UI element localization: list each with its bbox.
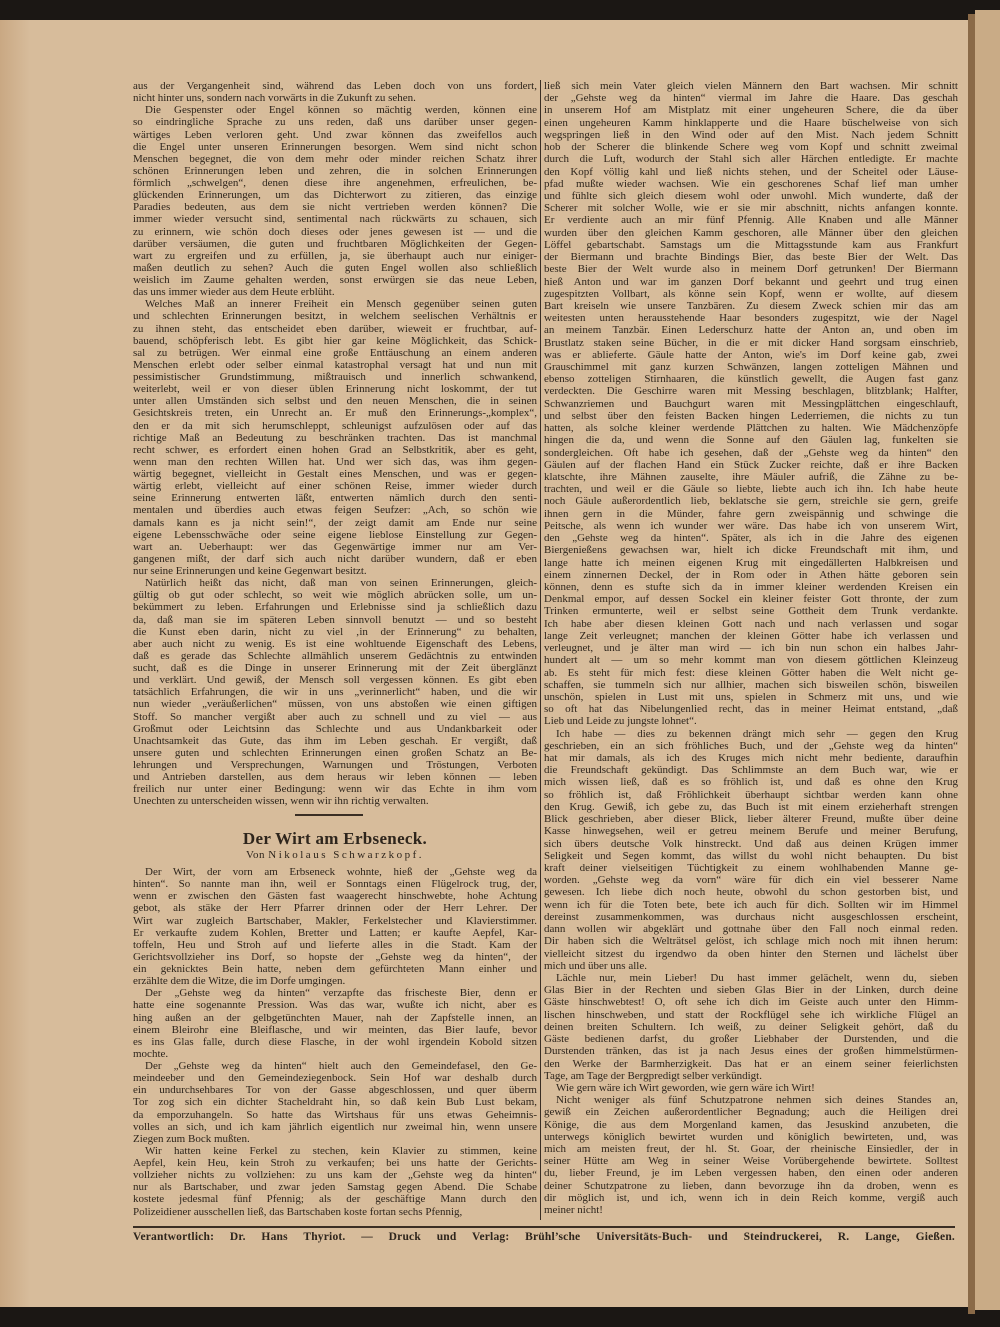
text-line: Grauschimmel mit ganz kurzen Schwänzen, langen zotteligen Mähnen und — [544, 361, 958, 374]
text-line: einem Bleirohr eine Bleiflasche, und wir meinten, das Bier laufe, bevor — [133, 1023, 537, 1036]
text-line: Seligkeit und Segen kommt, das willst du wohl nicht behaupten. Du bist — [544, 849, 958, 862]
text-line: an meinem Tanzbär. Einen Lederschurz hatte der Anton an, und oben im — [544, 324, 958, 337]
text-line: den „Gehste weg da hinten“. Später, als ich in die Jahre des eigenen — [544, 532, 958, 545]
text-line: Ziegen zum Bock mußten. — [133, 1132, 250, 1145]
text-line: nur seine Erinnerungen und keine Gegenwart besitzt. — [133, 565, 367, 577]
text-line: Die Gespenster oder Engel können so mächtig werden, können eine — [145, 104, 537, 117]
text-line: hatten, als solche kleiner werdende Plättchen zu halten. Wie Mädchenzöpfe — [544, 422, 958, 435]
text-line: Könige, die aus dem Morgenland kamen, das Jesuskind anzubeten, die — [544, 1118, 958, 1131]
text-line: den Krug. Gewiß, ich gebe zu, das Buch ist mit einem erzieherhaft strengen — [544, 800, 958, 813]
text-line: dir möglich ist, und ich, wenn ich in dein Reich komme, vergiß auch — [544, 1191, 958, 1204]
book-binding — [968, 14, 975, 1314]
text-line: Kasse hinwegsehen, weil er getreu meinem Berufe und meiner Berufung, — [544, 825, 958, 838]
section-separator — [295, 814, 363, 816]
text-line: und schlechten Erinnerungen besitzt, in welchem seelischen Verhältnis er — [133, 310, 537, 323]
text-line: beste Bier der Welt wurde also in meinem Dorf getrunken! Der Biermann — [544, 263, 958, 276]
text-line: trachten, und weil er die Gäule so liebte, liebte auch ich ihn. Ich habe heute — [544, 483, 958, 496]
text-line: Der „Gehste weg da hinten“ hielt auch den Gemeindefasel, den Ge- — [145, 1060, 537, 1072]
text-line: gangenen mißt, der darf sich auch nicht darüber wundern, daß er eben — [133, 552, 537, 565]
text-line: und fühlte sich gleich diesem wohl oder unwohl. Mich wunderte, daß der — [544, 189, 958, 202]
text-line: schönen Erinnerungen leben und zehren, die in solchen Erinnerungen — [133, 164, 537, 177]
text-line: schaffen, sie tummeln sich nur allhier, machen sich bisweilen schön, bisweilen — [544, 678, 958, 691]
text-line: Der Wirt, der vorn am Erbseneck wohnte, hieß der „Gehste weg da — [145, 866, 537, 878]
text-line: Unachtsamkeit das Gute, das ihm im Leben geschah. Er vergißt, daß — [133, 734, 537, 747]
text-line: den Werke der Barmherzigkeit. Das hat er an einem seiner feierlichsten — [544, 1057, 958, 1070]
text-line: lischen hinschweben, und statt der Rockflügel sehe ich wirkliche Flügel an — [544, 1008, 958, 1021]
text-line: das uns immer wieder aus dem Heute erblüht. — [133, 286, 335, 299]
text-line: Gäulen auf der flachen Hand ein Stück Zucker reichte, daß er ihre Backen — [544, 458, 958, 471]
text-line: nun wieder „veräußerlichen“ müssen, von uns abstoßen wie einen giftigen — [133, 698, 537, 711]
text-line: einem zinnernen Deckel, der in Rom oder in Athen hätte geboren sein — [544, 568, 958, 581]
text-line: Nicht weniger als fünf Schutzpatrone nehmen sich deines Standes an, — [556, 1094, 958, 1107]
text-line: recht schwer, es erfordert einen hohen Grad an Selbstkritik, aber es geht, — [133, 443, 537, 456]
text-line: deinen breiten Schultern. Ich weiß, zu deiner Seligkeit gehört, daß du — [544, 1020, 958, 1033]
story-byline — [133, 849, 537, 861]
text-line: hatte eine sogenannte Pression. Was das war, wußte ich nicht, aber es — [133, 999, 537, 1012]
text-line: Durstenden tränken, das ist ja nach Jesus eines der großen himmelstürmen- — [544, 1045, 958, 1058]
text-line: unschön, spielen in Lust mit uns, spielen in Schmerz mit uns, und wie — [544, 690, 958, 703]
column-divider — [540, 80, 541, 1220]
text-line: eigene Lebensschwäche oder seine eigene lieblose Einstellung zur Gegen- — [133, 528, 537, 541]
paragraph — [133, 80, 537, 104]
paragraph — [133, 104, 537, 298]
text-line: ließ sich mein Vater gleich vielen Männern den Bart wachsen. Mir schnitt — [544, 80, 958, 92]
paragraph — [133, 298, 537, 577]
text-line: hieß Anton und war im ganzen Dorf bekannt und geehrt und trug einen — [544, 275, 958, 288]
text-line: zu erinnern, wie schön doch dieses oder jenes gewesen ist — und die — [133, 225, 537, 238]
text-line: geschrieben, ein an sich fröhliches Buch, und der „Gehste weg da hinten“ — [544, 739, 958, 752]
paragraph — [133, 1145, 537, 1218]
text-line: immer wieder versucht sind, sentimental nach rückwärts zu schauen, sich — [133, 213, 537, 226]
text-line: der „Gehste weg da hinten“ viermal im Jahre die Haare. Das geschah — [544, 92, 958, 105]
text-line: sucht, daß es die Dinge in unserer Erinnerung mit der Zeit überglänzt — [133, 662, 537, 674]
text-line: Löffel gebartschabt. Samstags um die Mittagsstunde kam aus Frankfurt — [544, 238, 958, 251]
text-line: Biergenießens gewachsen war, hielt ich dicke Freundschaft mit ihm, und — [544, 544, 958, 557]
paragraph — [544, 1094, 958, 1216]
text-line: meindeeber und den Gemeindeziegenbock. Sein Hof war deshalb durch — [133, 1072, 537, 1085]
text-line: vollzieher nichts zu vollziehen: zu uns kam der „Gehste weg da hinten“ — [133, 1169, 537, 1182]
text-line: pessimistischer Grundstimmung, mißtrauisch und innerlich schwankend, — [133, 371, 537, 383]
text-line: können, denn es stufte sich da in immer kleiner werdenden Kreisen ein — [544, 580, 958, 593]
text-line: Gesichtskreis treten, ein Unrecht an. Er muß den Erinnerungs-„komplex“, — [133, 407, 537, 420]
text-line: richtige Maß an Bedeutung zu beschränken trachten. Das ist manchmal — [133, 431, 537, 444]
text-line: die Kunst eben darin, nicht zu viel ‚in der Erinnerung“ zu behalten, — [133, 625, 537, 638]
text-line: bauend, schöpferisch lebt. Es gibt hier gar keine Möglichkeit, das Schick- — [133, 334, 537, 347]
text-line: hundert alt — um so mehr kommt man von diesem göttlichen Kleinzeug — [544, 654, 958, 667]
text-line: ein undurchsehbares Tor von der Gasse abgeschlossen, und quer überm — [133, 1084, 537, 1097]
text-line: ab. Es steht für mich fest: diese kleinen Götter haben die Welt nicht ge- — [544, 666, 958, 679]
text-line: so fröhlich ist, daß Fröhlichkeit überhaupt sichtbar werden kann ohne — [544, 788, 958, 801]
text-line: deiner Schutzpatrone zu lieben, dann bevorzuge ihn da droben, wenn es — [544, 1179, 958, 1192]
text-line: wärtiges Leben verloren geht. Und zwar können das zweifellos auch — [133, 128, 537, 141]
text-line: förmlich „schwelgen“, denen diese ihre angenehmen, erfreulichen, be- — [133, 177, 537, 189]
text-line: und selbst über den feisten Backen hingen Lederriemen, die nichts zu tun — [544, 409, 958, 422]
text-line: gebot, als stäke der Herr Pfarrer drinnen oder der Herr Lehrer. Der — [133, 902, 537, 915]
text-line: Lächle nur, mein Lieber! Du hast immer gelächelt, wenn du, sieben — [556, 971, 958, 984]
text-line: zugespitzten Vollbart, als könne sein Kopf, wenn er wollte, auf diesem — [544, 287, 958, 300]
text-line: wegspringen ließ in den Wind oder auf den Mist. Nach jedem Schnitt — [544, 128, 958, 141]
text-line: du, lieber Freund, je im Leben vergessen haben, den einen oder anderen — [544, 1167, 958, 1180]
text-line: wenn ich für die Toten bete, bete ich auch für dich. Sollten wir im Himmel — [544, 898, 958, 911]
text-line: Großmut oder Leichtsinn das Schlechte und aus Undankbarkeit oder — [133, 722, 537, 735]
text-line: sal zu betrügen. Wer einmal eine große Enttäuschung an einem anderen — [133, 346, 537, 359]
text-line: tatsächlich Erfahrungen, die wir in uns „verinnerlicht“ haben, und die wir — [133, 686, 537, 699]
text-line: seine Erinnerung entwerten läßt, entwerten nämlich durch den senti- — [133, 492, 537, 505]
text-line: glückenden Erinnerungen, um das Dichterwort zu zitieren, das einzige — [133, 189, 537, 202]
text-line: Blick geschrieben, aber dieser Blick, lieber älterer Freund, mußte über deine — [544, 813, 958, 826]
text-line: klatschte, ihre Mähnen zauselte, ihre Mäuler aufriß, die Zähne zu be- — [544, 471, 958, 483]
text-line: dereinst zusammenkommen, was durchaus nicht ausgeschlossen erscheint, — [544, 910, 958, 923]
text-line: Wie gern wäre ich Wirt geworden, wie gern wäre ich Wirt! — [556, 1081, 815, 1094]
text-line: Tor zog sich ein dichter Stacheldraht hin, so daß kein Bub Lust bekam, — [133, 1096, 537, 1109]
text-line: Tage, am Tage der Bergpredigt selber verkündigt. — [544, 1069, 762, 1082]
byline-prefix: Von — [245, 849, 265, 861]
text-line: wärtig erlebt, vielleicht auf einer schönen Reise, immer wieder durch — [133, 480, 537, 493]
text-line: was er ablieferte. Gäule hatte der Anton, wie's im Dorf keine gab, zwei — [544, 348, 958, 361]
text-line: lange Zeit verleugnet; manchen der kleinen Götter habe ich verlassen und — [544, 629, 958, 642]
text-line: aber auch nicht zu wenig. Es ist eine wohltuende Eigenschaft des Lebens, — [133, 637, 537, 650]
left-column-essay — [133, 80, 537, 808]
text-line: da emporzuhangeln. So hatte das Wirtshaus für uns etwas Geheimnis- — [133, 1108, 537, 1121]
text-line: erzählte dem die Witze, die im Dorfe umgingen. — [133, 975, 346, 988]
text-line: Trinken ermunterte, weil er selbst seine Gottheit dem Trunk verdankte. — [544, 605, 958, 618]
text-line: toffeln, Heu und Stroh auf und lieferte alles in die Stadt. Kam der — [133, 938, 537, 951]
text-line: Dir haben sich die Welträtsel gelöst, ich schlage mich noch mit ihnen herum: — [544, 935, 958, 948]
text-line: Ich habe — dies zu bekennen drängt mich sehr — gegen den Krug — [556, 727, 958, 740]
text-line: hob der Scherer die blinkende Schere weg vom Kopf und schnitt zweimal — [544, 141, 958, 154]
text-line: in unserem Hof am Mistplatz mit einer ungeheuren Schere, die da über — [544, 104, 958, 117]
text-line: Lieb und Leide zu jungste lohnet“. — [544, 715, 697, 728]
text-line: noch Gäule außerordentlich lieb, beklatsche sie gern, streichle sie gern, greife — [544, 495, 958, 508]
adjacent-page-edge — [975, 10, 1000, 1310]
text-line: mich wissen ließ, daß es so fröhlich ist, und daß es ohne den Krug — [544, 776, 958, 789]
text-line: seiner Hütte am Weg in seiner Weise Vorübergehende bewirtete. Solltest — [544, 1155, 958, 1168]
text-line: wenn er zwischen den Gästen fast waagerecht hinschwebte, hohe Achtung — [133, 890, 537, 903]
text-line: weislich im Zaume gehalten werden, sonst erwürgen sie das neue Leben, — [133, 274, 537, 286]
text-line: den Kopf völlig kahl und ließ nichts stehen, und der Scheitel oder Läuse- — [544, 165, 958, 178]
text-line: Ich habe aber diesen kleinen Gott nach und nach verlassen und sogar — [544, 617, 958, 630]
text-line: Er verdiente auch an mir fünf Pfennig. Alle Knaben und alle Männer — [544, 214, 958, 227]
text-line: aus der Vergangenheit sind, während das Leben doch von uns fordert, — [133, 80, 537, 92]
text-line: Gerichtsvollzieher ins Dorf, so hopste der „Gehste weg da hinten“, der — [133, 950, 537, 963]
footer-rule — [133, 1226, 955, 1228]
text-line: nicht hinter uns, sondern nach vorwärts in die Zukunft zu sehen. — [133, 92, 416, 105]
paragraph — [544, 972, 958, 1082]
text-line: maßen deutlich zu sehen? Auch die guten Engel wollen also schließlich — [133, 261, 537, 274]
text-line: unter allen Umständen sich selbst und den neuen Menschen, die in seinen — [133, 395, 537, 408]
text-line: weitesten unten herausstehende Haar besonders zugespitzt, wie der Nagel — [544, 312, 958, 325]
text-line: mentalen und überdies auch etwas feigen Seufzer: „Ach, so schön wie — [133, 504, 537, 517]
text-line: es ins Glas falle, durch diese Flasche, in der wohl irgendein Kobold sitzen — [133, 1035, 537, 1048]
text-line: Bart kreiseln wie unsere Tanzbären. Zu diesem Zweck schien mir das am — [544, 299, 958, 312]
text-line: hat mir damals, als ich des Kruges mich nicht mehr bediente, daraufhin — [544, 752, 958, 765]
paragraph — [544, 80, 958, 728]
text-line: wart zu ergreifen und zu erfüllen, ja, sie überhaupt auch nur einiger- — [133, 249, 537, 262]
text-line: Wir hatten keine Ferkel zu stechen, kein Klavier zu stimmen, keine — [145, 1144, 537, 1157]
text-line: verleugnet, und je älter man wird — ich bin nun schon ein halbes Jahr- — [544, 642, 958, 655]
text-line: Welches Maß an innerer Freiheit ein Mensch gegenüber seinen guten — [145, 298, 537, 311]
text-line: mochte. — [133, 1047, 169, 1060]
text-line: und Antrieben darstellen, aus dem heraus wir leben können — leben — [133, 771, 537, 784]
text-line: und verklärt. Und gewiß, der Mensch soll vergessen können. Es gibt eben — [133, 674, 537, 687]
text-line: den er da mit sich herumschleppt, schleunigst aufzulösen oder auf das — [133, 419, 537, 432]
text-line: lehrungen und Versprechungen, Warnungen und Tröstungen, Verboten — [133, 759, 537, 771]
text-line: ein geknicktes Bein hatte, neben dem gefürchteten Mann einher und — [133, 963, 537, 975]
text-line: unterwegs königlich bewirtet wurden und königlich bewirteten, und, was — [544, 1130, 958, 1143]
text-line: sich übers deutsche Volk hinstreckt. Und daß aus deinen Krügen immer — [544, 837, 958, 850]
text-line: Peitsche, als wenn ich wunder wer wäre. Das habe ich von unserem Wirt, — [544, 519, 958, 532]
text-line: lange hatte ich meinen eigenen Krug mit eingedällerten Halbkreisen und — [544, 556, 958, 569]
text-line: Glas Bier in der Rechten und sieben Glas Bier in der Linken, durch deine — [544, 984, 958, 997]
text-line: mich und über uns alle. — [544, 959, 647, 972]
text-line: Gäste hinschwebtest! O, oft sehe ich dich im Geiste auch unter den Himm- — [544, 996, 958, 1009]
paragraph — [133, 577, 537, 807]
text-line: Der „Gehste weg da hinten“ verzapfte das frischeste Bier, denn er — [145, 987, 537, 1000]
text-line: die Engel unter unseren Erinnerungen besorgen. Wem sind nicht schon — [133, 140, 537, 153]
text-line: sondergleichen. Oft habe ich gesehen, daß der „Gehste weg da hinten“ den — [544, 446, 958, 459]
text-line: da, daß man sie im späteren Leben sinnvoll benutzt — und so besteht — [133, 613, 537, 626]
text-line: daß es gerade das Schlechte allmählich unserem Gedächtnis zu entwinden — [133, 649, 537, 662]
text-line: gewesen. Ich liebe dich noch heute, obwohl du schon gestorben bist, und — [544, 886, 958, 899]
text-line: hing außen an der gelbgetünchten Mauer, nah der Zapfstelle innen, an — [133, 1011, 537, 1024]
text-line: Schwanzriemen und Bauchgurt waren mit Messingplättchen eingeschlauft, — [544, 397, 958, 410]
text-line: Stoff. So mancher vergißt aber auch zu schnell und zu viel — aus — [133, 710, 537, 723]
text-line: wärtig begegnet, vielleicht in Gestalt eines Menschen, und was er gegen- — [133, 468, 537, 480]
text-line: hinten“. So nannte man ihn, weil er Sonntags einen Flügelrock trug, der, — [133, 878, 537, 891]
text-line: Er verkaufte zudem Kohlen, Bretter und Latten; er kaufte Aepfel, Kar- — [133, 926, 537, 939]
text-line: weiterlebt, weil er von dieser üblen Erinnerung nicht loskommt, der tut — [133, 383, 537, 396]
text-line: nur als Bartschaber, und zwar jeden Samstag gegen Abend. Die Schabe — [133, 1181, 537, 1194]
text-line: Menschen erlebt oder selber einmal katastrophal versagt hat und nun mit — [133, 358, 537, 371]
text-line: wurden über den gleichen Kamm geschoren, alle Männer über den gleichen — [544, 226, 958, 239]
story-author: Nikolaus Schwarzkopf. — [268, 849, 425, 861]
paragraph — [133, 987, 537, 1060]
text-line: freilich nur unter einer Bedingung: wenn wir das Echte in ihm vom — [133, 783, 537, 796]
text-line: meiner nicht! — [544, 1204, 603, 1217]
text-line: so eindringliche Sprache zu uns reden, daß uns darüber unser gegen- — [133, 116, 537, 129]
text-line: hingen die da, und wenn die Sonne auf den Gäulen lag, funkelten sie — [544, 434, 958, 447]
text-line: unsere guten und schlechten Erinnerungen einen großen Schatz an Be- — [133, 746, 537, 759]
text-line: dann wollen wir abgeklärt und gottnahe über den Fall noch einmal reden. — [544, 923, 958, 936]
story-title: Der Wirt am Erbseneck. — [242, 829, 428, 848]
text-line: Menschen begegnet, die von dem mehr oder minder reichen Schatz ihrer — [133, 152, 537, 165]
text-line: Denkmal empor, auf dessen Sockel ein kleiner feister Gott thronte, der zum — [544, 593, 958, 606]
paragraph — [544, 1082, 958, 1094]
text-line: durch die Luft, wodurch der Stahl sich aller Härchen entledigte. Er machte — [544, 153, 958, 166]
text-line: pfad mußte wieder wachsen. Wie ein geschorenes Schaf lief man umher — [544, 177, 958, 190]
text-line: zu ihnen steht, das entscheidet eben darüber, wieweit er fruchtbar, auf- — [133, 322, 537, 335]
paragraph — [133, 1060, 537, 1145]
text-line: gewiß ein Zeichen außerordentlicher Begnadung; auch die Heiligen drei — [544, 1106, 958, 1119]
left-column-story — [133, 866, 537, 1218]
text-line: Scherer mit solcher Wolle, wie er sie mir abschnitt, nichts anfangen konnte. — [544, 202, 958, 215]
paragraph — [133, 866, 537, 987]
paragraph — [544, 728, 958, 972]
text-line: kraft deiner vielseitigen Tüchtigkeit zu einem wohlhabenden Manne ge- — [544, 862, 958, 874]
right-column-story — [544, 80, 958, 1216]
text-line: Aepfel, kein Heu, kein Stroh zu verkaufen; bei uns hatte der Gerichts- — [133, 1157, 537, 1169]
text-line: worden. „Gehste weg da vorn“ wäre für dich ein viel besserer Name — [544, 874, 958, 887]
text-line: so oft hat das Nibelungenlied recht, das in meiner Heimat entstand, „daß — [544, 703, 958, 716]
text-line: darüber versäumen, die guten und fruchtbaren Möglichkeiten der Gegen- — [133, 237, 537, 250]
text-line: Polizeidiener ausschellen ließ, das Bartschaben koste fortan sechs Pfennig, — [133, 1205, 463, 1218]
text-line: wart an. Ueberhaupt: wer das Gegenwärtige immer nur am Ver- — [133, 540, 537, 553]
text-line: kostete jedesmal fünf Pfennig; als der geschäftige Mann durch den — [133, 1193, 537, 1206]
text-line: wenn man den rechten Willen hat. Und wer sich das, was ihm gegen- — [133, 455, 537, 468]
text-line: Natürlich heißt das nicht, daß man von seinen Erinnerungen, gleich- — [145, 577, 537, 590]
imprint-footer: Verantwortlich: Dr. Hans Thyriot. — Druck und Verlag: Brühl’sche Universitäts-Buch- und Steindruckerei, R. Lange, Gießen. — [133, 1231, 955, 1243]
text-line: einen ungeheuren Kamm hinklapperte und die Haare büschelweise von sich — [544, 116, 958, 129]
text-line: Wirt war zugleich Bartschaber, Makler, Ferkelstecher und Klavierstimmer. — [133, 914, 537, 927]
text-line: mich am meisten freut, der hl. St. Goar, der rheinische Einsiedler, der in — [544, 1143, 958, 1156]
text-line: der Biermann und brachte Bindings Bier, das beste Bier der Welt. Das — [544, 251, 958, 264]
text-line: die Freundschaft gekündigt. Das Schlimmste an dem Buch war, wie er — [544, 764, 958, 777]
text-line: gültig ob gut oder schlecht, so weit wie möglich abrücken solle, um un- — [133, 589, 537, 602]
text-line: volles an sich, und ich kam jährlich eigentlich nur zweimal hin, wenn unsere — [133, 1120, 537, 1133]
text-line: ihnen gern in die Münder, fahre gern zweispännig und schwinge die — [544, 507, 958, 520]
text-line: Brustlatz staken seine Bücher, in die er mit dicker Hand sorgsam einschrieb, — [544, 336, 958, 349]
text-line: Paradies bedeuten, aus dem sie nicht vertrieben werden können? Die — [133, 201, 537, 214]
page-edge — [0, 20, 30, 1307]
text-line: Gäste bedienen darfst, du großer Liebhaber der Durstenden, und die — [544, 1033, 958, 1046]
text-line: ebenso zotteligen Stirnhaaren, die künstlich gewellt, die Augen fast ganz — [544, 373, 958, 386]
text-line: verdeckten. Die Geschirre waren mit Messing beschlagen, blitzblank; Halfter, — [544, 385, 958, 398]
text-line: vielleicht sitzest du irgendwo da oben hinter den Sternen und lächelst über — [544, 947, 958, 960]
text-line: Unechten zu unterscheiden wissen, wenn wir ihn richtig verwalten. — [133, 795, 429, 808]
text-line: bekümmert zu leben. Erfahrungen und Erlebnisse sind ja schließlich dazu — [133, 601, 537, 614]
text-line: damals kann es ja nicht sein!“, der zeigt damit am Ende nur seine — [133, 516, 537, 529]
